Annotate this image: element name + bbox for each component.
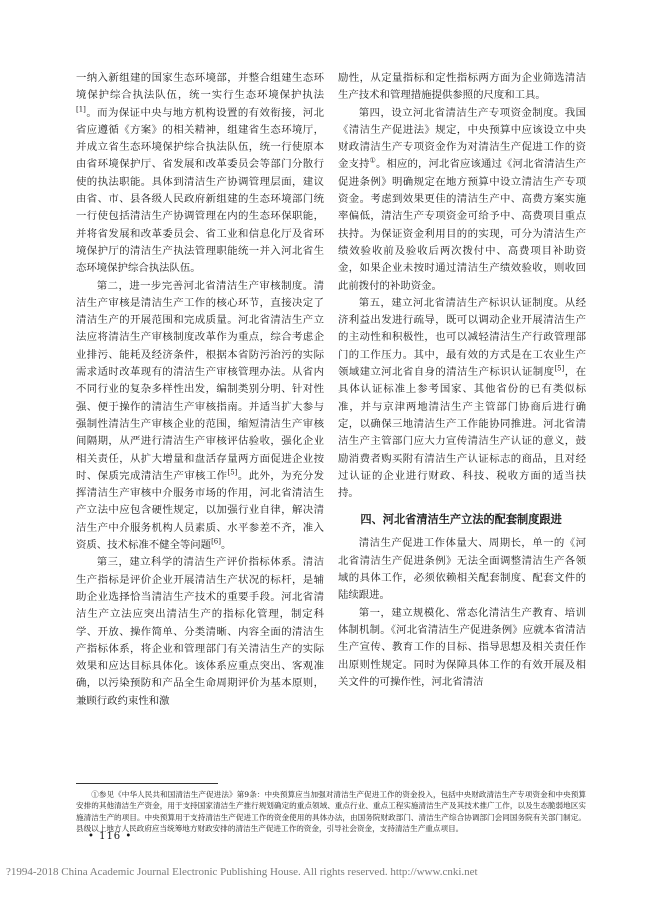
text-run: 。相应的，河北省应该通过《河北省清洁生产促进条例》明确规定在地方预算中设立清洁生产专项资金。考虑到效果更佳的清洁生产中、高费方案实施率偏低，清洁生产专项资金可给予中、高费项目重点扶持。为保证资金利用目的的实现，可分为清洁生产绩效验收前及验收后两次拨付中、高费项目补助资金，如果企业未按时通过清洁生产绩效验收，则收回此前拨付的补助资金。 [338,158,587,292]
page-number: • 116 • [88,831,133,842]
section-heading: 四、河北省清洁生产立法的配套制度跟进 [360,513,562,527]
paragraph [76,70,324,278]
copyright-line: ?1994-2018 China Academic Journal Electronic Publishing House. All rights reserved. http://www.cnki.net [6,866,478,878]
left-column [76,70,324,710]
paragraph [338,105,586,295]
paragraph [76,278,324,555]
citation-ref: [5] [554,364,565,373]
footnote-ref: ① [369,157,376,166]
paragraph: 第三，建立科学的清洁生产评价指标体系。清洁生产指标是评价企业开展清洁生产状况的标杆，是辅助企业选择恰当清洁生产技术的重要手段。河北省清洁生产立法应突出清洁生产的指标化管理，制定科学、开放、操作简单、分类清晰、内容全面的清洁生产指标体系，将企业和管理部门有关清洁生产的实际效果和应达目标具体化。该体系应重点突出、客观准确，以污染预防和产品全生命周期评价为基本原则，兼顾行政约束性和激 [76,556,324,707]
citation-ref: [5] [227,468,238,477]
paragraph: 清洁生产促进工作体量大、周期长，单一的《河北省清洁生产促进条例》无法全面调整清洁生产各领域的具体工作，必须依赖相关配套制度、配套文件的陆续跟进。 [338,537,586,602]
paragraph: 励性，从定量指标和定性指标两方面为企业筛选清洁生产技术和管理措施提供参照的尺度和工具。 [338,72,586,102]
text-run: 。此外，为充分发挥清洁生产审核中介服务市场的作用，河北省清洁生产立法中应包含硬性规定，以加强行业自律，解决清洁生产中介服务机构人员素质、水平参差不齐，准入资质、技术标准不健全等问题 [76,469,325,552]
paragraph [338,295,586,503]
citation-ref: [1] [76,105,86,114]
text-run: 第二，进一步完善河北省清洁生产审核制度。清洁生产审核是清洁生产工作的核心环节，直接决定了清洁生产的开展范围和完成质量。河北省清洁生产立法应将清洁生产审核制度改革作为重点，综合考虑企业排污、能耗及经济条件，根据本省防污治污的实际需求适时改革现有的清洁生产审核管理办法。从省内不同行业的复杂多样性出发，编制类别分明、针对性强、便于操作的清洁生产审核指南。并适当扩大参与强制性清洁生产审核企业的范围，缩短清洁生产审核间隔期，从严进行清洁生产审核评估验收，强化企业相关责任，从扩大增量和盘活存量两方面促进企业按时、保质完成清洁生产审核工作 [76,279,324,482]
footnote-divider [76,783,218,784]
text-run: ，在具体认证标准上参考国家、其他省份的已有类似标准，并与京津两地清洁生产主管部门协商后进行确定，以确保三地清洁生产工作能协同推进。河北省清洁生产主管部门应大力宣传清洁生产认证的意义，鼓励消费者购买附有清洁生产认证标志的商品，且对经过认证的企业进行财政、科技、税收方面的适当扶持。 [338,366,587,500]
text-run: 。而为保证中央与地方机构设置的有效衔接，河北省应遵循《方案》的相关精神，组建省生态环境厅，并成立省生态环境保护综合执法队伍，统一行使原本由省环境保护厅、省发展和改革委员会等部门分散行使的执法职能。具体到清洁生产协调管理层面，建议由省、市、县各级人民政府新组建的生态环境部门统一行使包括清洁生产协调管理在内的生态环保职能，并将省发展和改革委员会、省工业和信息化厅及省环境保护厅的清洁生产执法管理职能统一并入河北省生态环境保护综合执法队伍。 [76,106,324,275]
text-run: 第四，设立河北省清洁生产专项资金制度。我国《清洁生产促进法》规定，中央预算中应该设立中央财政清洁生产专项资金作为对清洁生产促进工作的资金支持 [338,106,586,171]
paragraph: 第一，建立规模化、常态化清洁生产教育、培训体制机制。《河北省清洁生产促进条例》应就本省清洁生产宣传、教育工作的目标、指导思想及相关责任作出原则性规定。同时为保障具体工作的有效开展及相关文件的可操作性，河北省清洁 [338,606,586,688]
right-column [338,70,586,691]
footnote: ①参见《中华人民共和国清洁生产促进法》第9条：中央预算应当加强对清洁生产促进工作的资金投入，包括中央财政清洁生产专项资金和中央预算安排的其他清洁生产资金，用于支持国家清洁生产推行规划确定的重点领域、重点行业、重点工程实施清洁生产及其技术推广工作，以及生态脆弱地区实施清洁生产的项目。中央预算用于支持清洁生产促进工作的资金使用的具体办法，由国务院财政部门、清洁生产综合协调部门会同国务院有关部门制定。县级以上地方人民政府应当统筹地方财政安排的清洁生产促进工作的资金，引导社会资金，支持清洁生产重点项目。 [76,790,586,834]
text-run: 第五，建立河北省清洁生产标识认证制度。从经济利益出发进行疏导，既可以调动企业开展清洁生产的主动性和积极性，也可以减轻清洁生产行政管理部门的工作压力。其中，最有效的方式是在工农业生产领域建立河北省自身的清洁生产标识认证制度 [338,296,586,379]
text-run: 一纳入新组建的国家生态环境部，并整合组建生态环境保护综合执法队伍，统一实行生态环境保护执法 [76,72,324,102]
citation-ref: [6] [211,537,221,546]
text-run: 。 [221,539,232,552]
